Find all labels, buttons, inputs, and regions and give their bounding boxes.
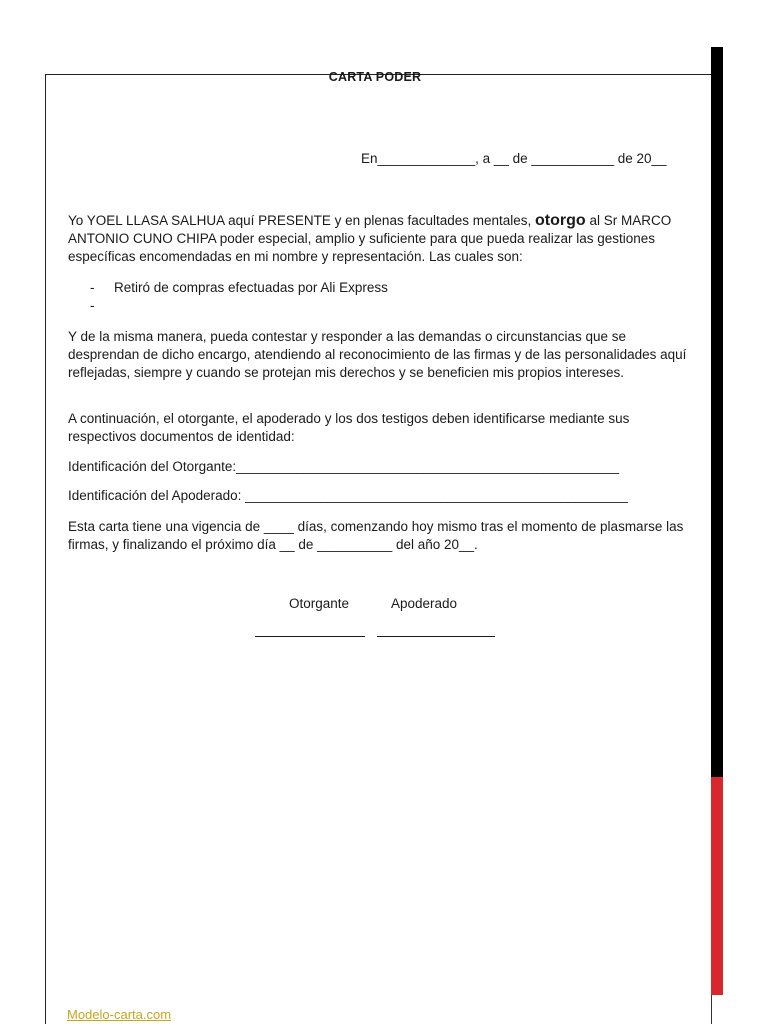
footer-link[interactable]: Modelo-carta.com	[67, 1007, 172, 1022]
paragraph-grant-emphasis: otorgo	[535, 212, 586, 229]
list-item	[90, 279, 388, 297]
list-bullet: -	[90, 298, 95, 313]
list-bullet: -	[90, 280, 95, 295]
page-edge-line	[711, 995, 712, 1024]
paragraph-grant-before: Yo YOEL LLASA SALHUA aquí PRESENTE y en plenas facultades mentales,	[68, 213, 536, 228]
paragraph-grant-after: al Sr MARCO ANTONIO CUNO CHIPA poder especial, amplio y suficiente para que pueda realizar las gestiones específicas encomendadas en mi nombre y representación. Las cuales son:	[68, 213, 672, 264]
date-line: En_____________, a __ de ___________ de 20__	[361, 151, 667, 166]
id-otorgante-line: Identificación del Otorgante:___________________________________________________	[68, 459, 620, 474]
list-item-text: Retiró de compras efectuadas por Ali Express	[114, 280, 388, 295]
document-border-left	[45, 74, 46, 1024]
paragraph-validity: Esta carta tiene una vigencia de ____ días, comenzando hoy mismo tras el momento de plasmarse las firmas, y finalizando el próximo día __ de __________ del año 20__.	[68, 519, 684, 552]
scrollbar-thumb[interactable]	[711, 777, 723, 995]
paragraph-responsibilities: Y de la misma manera, pueda contestar y responder a las demandas o circunstancias que se desprendan de dicho encargo, atendiendo al reconocimiento de las firmas y de las personalidades aquí reflejadas, siempre y cuando se protejan mis derechos y se beneficien mis propios intereses.	[68, 329, 687, 380]
signature-label-otorgante: Otorgante	[289, 596, 350, 611]
id-apoderado-line: Identificación del Apoderado: ___________________________________________________	[68, 488, 629, 503]
paragraph-grant	[68, 212, 698, 266]
tasks-list	[90, 279, 388, 315]
paragraph-identification: A continuación, el otorgante, el apoderado y los dos testigos deben identificarse mediante sus respectivos documentos de identidad:	[68, 411, 630, 444]
list-item	[90, 297, 388, 315]
scrollbar-track[interactable]	[711, 47, 723, 777]
signature-line-otorgante	[255, 636, 365, 637]
signature-label-apoderado: Apoderado	[391, 596, 458, 611]
document-title: CARTA PODER	[328, 70, 422, 84]
signature-line-apoderado	[377, 636, 495, 637]
